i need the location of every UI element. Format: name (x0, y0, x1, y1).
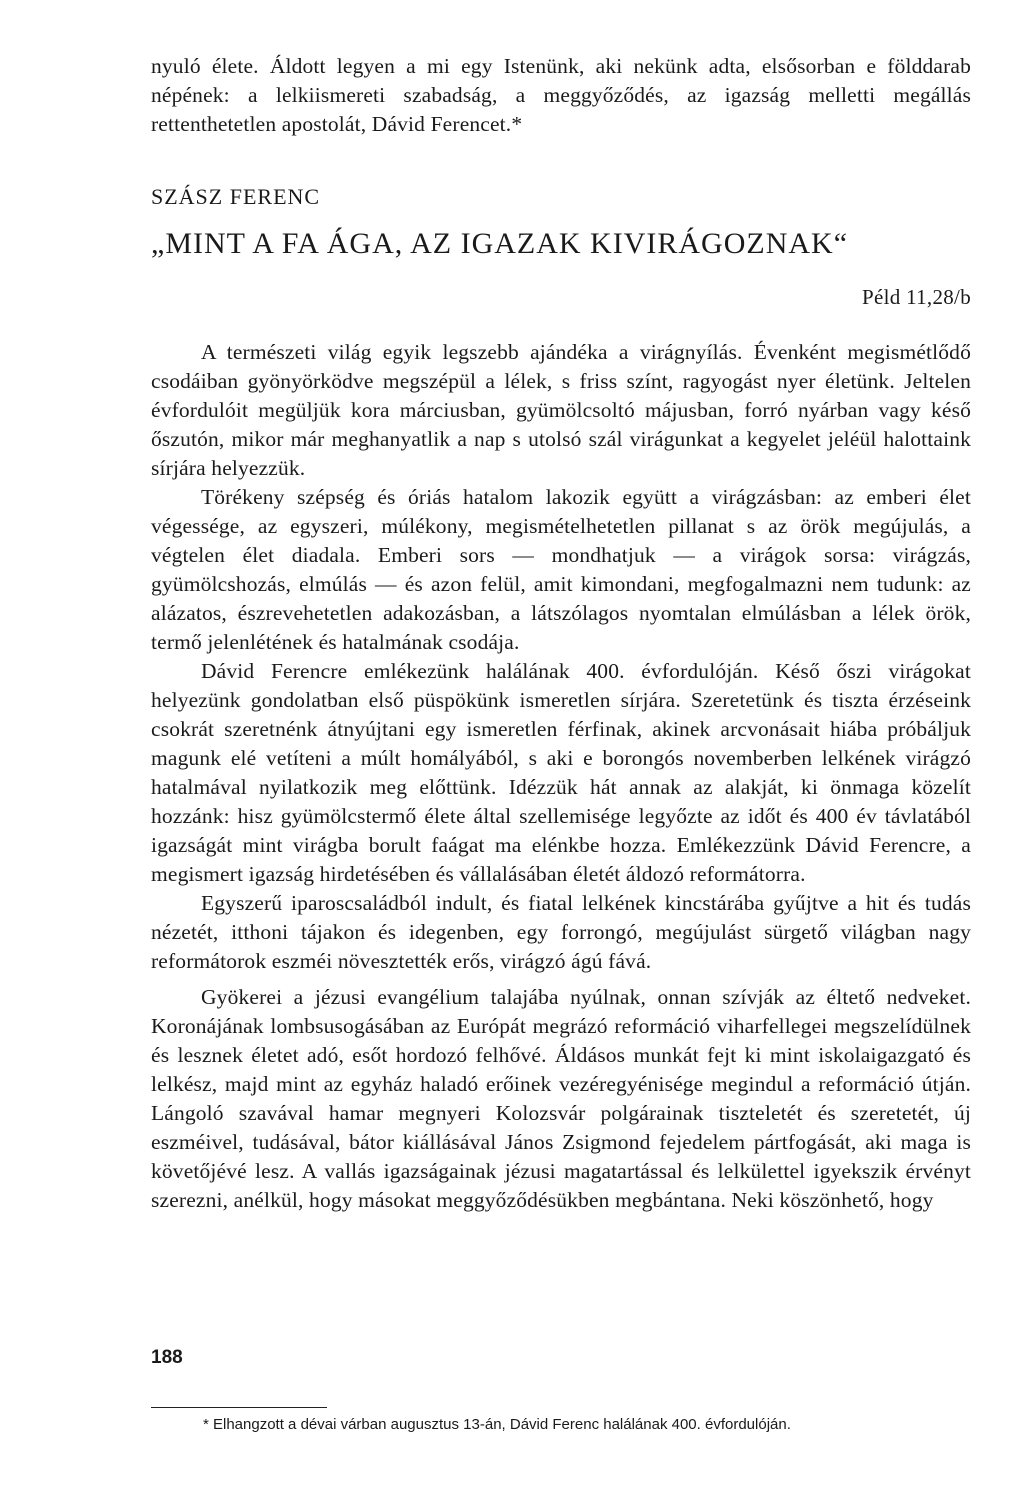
main-text (151, 338, 971, 1215)
page-number: 188 (151, 1347, 183, 1368)
paragraph-gap (151, 976, 971, 983)
body-paragraph: Törékeny szépség és óriás hatalom lakozik együtt a virágzásban: az emberi élet végessége, az egyszeri, múlékony, megismételhetetlen pillanat s az örök megújulás, a végtelen élet diadala. Emberi sors — mondhatjuk — a virágok sorsa: virágzás, gyümölcshozás, elmúlás — és azon felül, amit kimondani, megfogalmazni nem tudunk: az alázatos, észrevehetetlen adakozásban, a látszólagos nyomtalan elmúlásban a lélek örök, termő jelenlétének és hatalmának csodája. (151, 485, 971, 654)
body-paragraph: Dávid Ferencre emlékezünk halálának 400. évfordulóján. Késő őszi virágokat helyezünk gondolatban első püspökünk ismeretlen sírjára. Szeretetünk és tiszta érzéseink csokrát szeretnénk átnyújtani egy ismeretlen férfinak, akinek arcvonásait hiába próbáljuk magunk elé vetíteni a múlt homályából, s aki e borongós novemberben lelkének virágzó hatalmával nyilatkozik meg előttünk. Idézzük hát annak az alakját, ki önmaga közelít hozzánk: hisz gyümölcstermő élete által szellemisége legyőzte az időt és 400 év távlatából igazságát mint virágba borult faágat ma elénkbe hozza. Emlékezzünk Dávid Ferencre, a megismert igazság hirdetésében és vállalásában életét áldozó reformátorra. (151, 659, 971, 886)
intro-paragraph: nyuló élete. Áldott legyen a mi egy Istenünk, aki nekünk adta, elsősorban e földdarab népének: a lelkiismereti szabadság, a meggyőződés, az igazság melletti megállás rettenthetetlen apostolát, Dávid Ferencet.* (151, 54, 971, 136)
article-title: „MINT A FA ÁGA, AZ IGAZAK KIVIRÁGOZNAK“ (151, 227, 849, 260)
body-paragraph: Gyökerei a jézusi evangélium talajába nyúlnak, onnan szívják az éltető nedveket. Koronájának lombsusogásában az Európát megrázó reformáció viharfellegei megszelídülnek és lesznek életet adó, esőt hordozó felhővé. Áldásos munkát fejt ki mint iskolaigazgató és lelkész, majd mint az egyház haladó erőinek vezéregyénisége megindul a reformáció útján. Lángoló szavával hamar megnyeri Kolozsvár polgárainak tiszteletét és szeretetét, új eszméivel, tudásával, bátor kiállásával János Zsigmond fejedelem pártfogását, aki maga is követőjévé lesz. A vallás igazságainak jézusi magatartással és lelkülettel igyekszik érvényt szerezni, anélkül, hogy másokat meggyőződésükben megbántana. Neki köszönhető, hogy (151, 985, 971, 1212)
author-name: SZÁSZ FERENC (151, 184, 321, 209)
body-paragraph: A természeti világ egyik legszebb ajándéka a virágnyílás. Évenként megismétlődő csodáiban gyönyörködve megszépül a lélek, s friss színt, ragyogást nyer életünk. Jeltelen évfordulóit megüljük kora márciusban, gyümölcsoltó májusban, forró nyárban vagy késő őszutón, mikor már meghanyatlik a nap s utolsó szál virágunkat a kegyelet jeléül halottaink sírjára helyezzük. (151, 340, 971, 480)
footnote-rule (151, 1407, 327, 1408)
scripture-reference: Péld 11,28/b (862, 285, 971, 309)
body-paragraph: Egyszerű iparoscsaládból indult, és fiatal lelkének kincstárába gyűjtve a hit és tudás nézetét, itthoni tájakon és idegenben, egy forrongó, megújulást sürgető világban nagy reformátorok eszméi növesztették erős, virágzó ágú fává. (151, 891, 971, 973)
footnote (151, 1414, 971, 1436)
footnote-text: * Elhangzott a dévai várban augusztus 13-án, Dávid Ferenc halálának 400. évfordulóján. (203, 1416, 791, 1433)
